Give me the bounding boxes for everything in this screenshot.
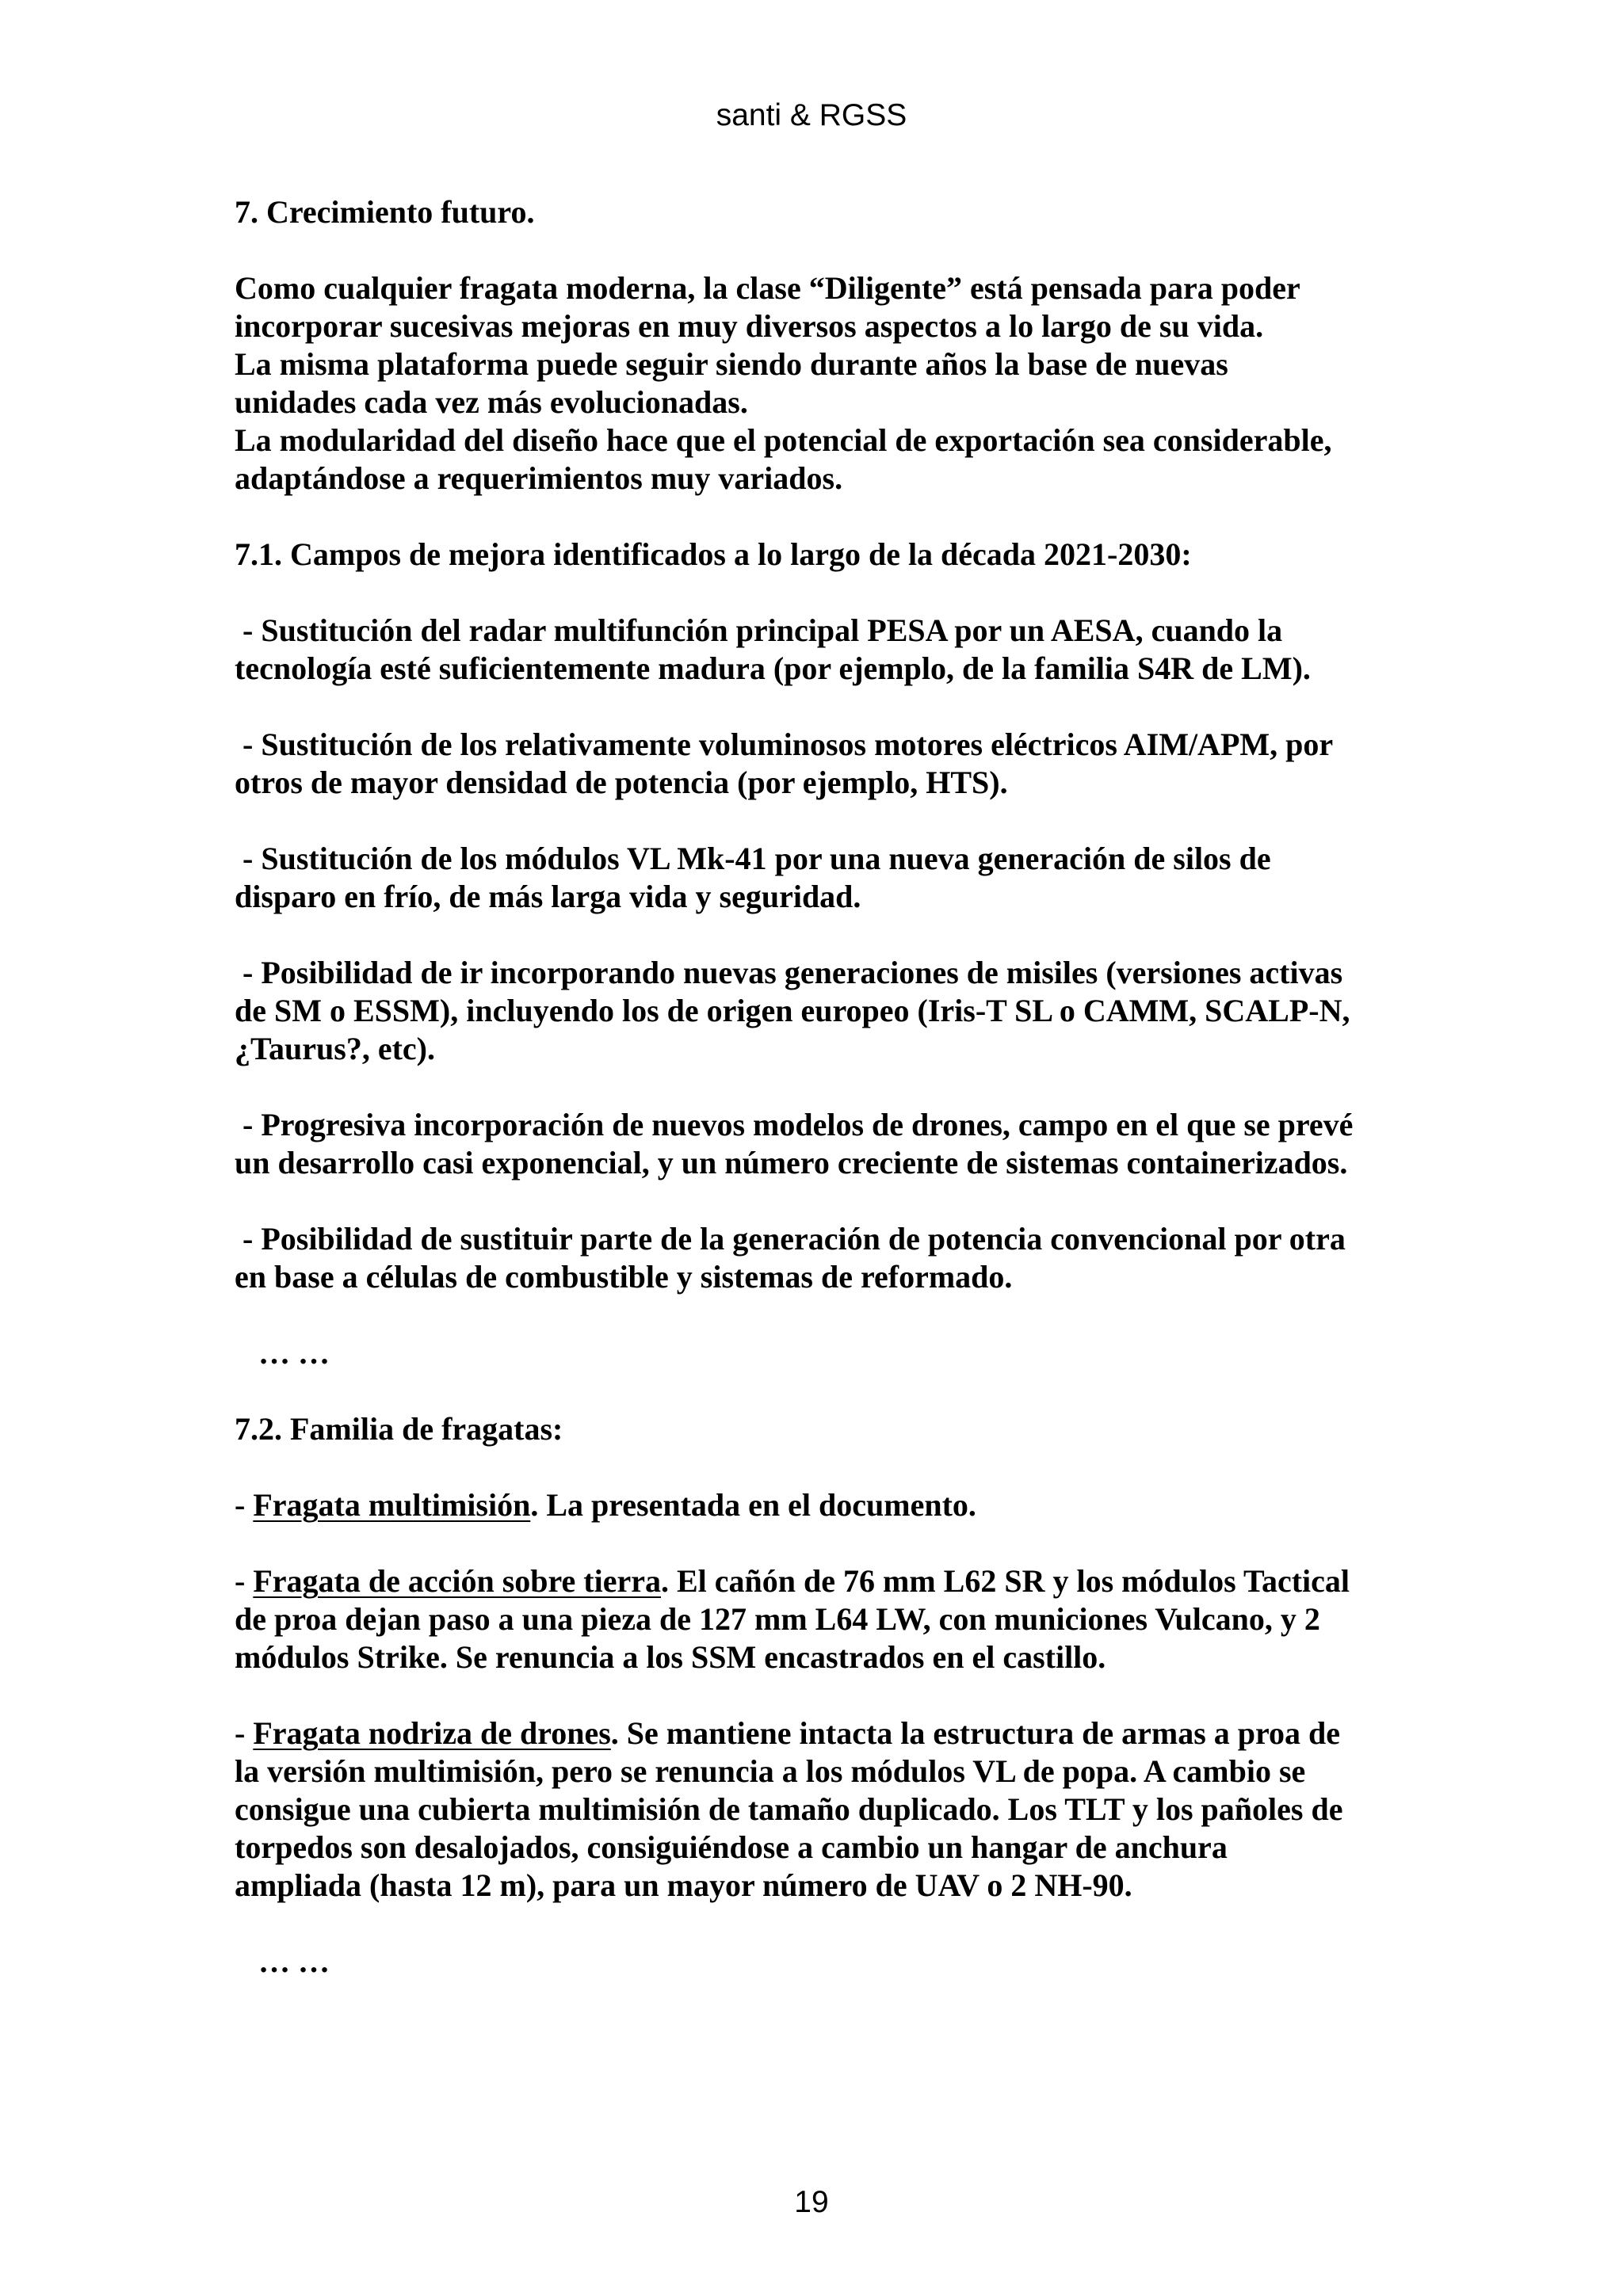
family-item-nodriza-drones <box>235 1714 1423 1905</box>
list-item <box>235 954 1423 1068</box>
text-line: módulos Strike. Se renuncia a los SSM encastrados en el castillo. <box>235 1639 1106 1675</box>
item-term: Fragata multimisión <box>253 1487 531 1523</box>
item-term: Fragata nodriza de drones <box>253 1715 611 1751</box>
text-line: disparo en frío, de más larga vida y seguridad. <box>235 879 861 914</box>
text-line: La modularidad del diseño hace que el potencial de exportación sea considerable, <box>235 422 1332 458</box>
ellipsis: … … <box>258 1335 330 1371</box>
text-line: un desarrollo casi exponencial, y un número creciente de sistemas containerizados. <box>235 1145 1348 1180</box>
intro-paragraph <box>235 269 1423 498</box>
item-prefix: - <box>235 1487 254 1523</box>
text-line: tecnología esté suficientemente madura (por ejemplo, de la familia S4R de LM). <box>235 650 1311 686</box>
text-line: Como cualquier fragata moderna, la clase “Diligente” está pensada para poder <box>235 270 1300 306</box>
text-line: otros de mayor densidad de potencia (por ejemplo, HTS). <box>235 765 1008 800</box>
text-line <box>235 1714 1423 1753</box>
item-prefix: - <box>235 1715 254 1751</box>
text-line: en base a células de combustible y sistemas de reformado. <box>235 1259 1013 1295</box>
text-line: La misma plataforma puede seguir siendo durante años la base de nuevas <box>235 346 1228 382</box>
text-line: consigue una cubierta multimisión de tamaño duplicado. Los TLT y los pañoles de <box>235 1791 1343 1827</box>
text-line <box>235 1562 1423 1600</box>
text-line: - Sustitución del radar multifunción principal PESA por un AESA, cuando la <box>235 612 1283 648</box>
text-line: de proa dejan paso a una pieza de 127 mm L64 LW, con municiones Vulcano, y 2 <box>235 1601 1320 1637</box>
text-line: la versión multimisión, pero se renuncia a los módulos VL de popa. A cambio se <box>235 1753 1306 1789</box>
item-text: . La presentada en el documento. <box>530 1487 976 1523</box>
list-item <box>235 1106 1423 1182</box>
item-text: . Se mantiene intacta la estructura de armas a proa de <box>610 1715 1341 1751</box>
text-line: - Posibilidad de sustituir parte de la generación de potencia convencional por otra <box>235 1221 1346 1257</box>
document-body <box>235 193 1423 1981</box>
text-line: - Progresiva incorporación de nuevos modelos de drones, campo en el que se prevé <box>235 1107 1354 1142</box>
list-item <box>235 612 1423 688</box>
item-term: Fragata de acción sobre tierra <box>253 1563 661 1599</box>
ellipsis: … … <box>258 1943 330 1979</box>
text-line: de SM o ESSM), incluyendo los de origen europeo (Iris-T SL o CAMM, SCALP-N, <box>235 993 1350 1028</box>
family-item-accion-tierra <box>235 1562 1423 1676</box>
list-item <box>235 726 1423 802</box>
item-prefix: - <box>235 1563 254 1599</box>
family-item-multimision <box>235 1486 1423 1524</box>
text-line: adaptándose a requerimientos muy variados. <box>235 460 843 496</box>
page-number: 19 <box>794 2185 829 2219</box>
text-line: incorporar sucesivas mejoras en muy diversos aspectos a lo largo de su vida. <box>235 308 1264 344</box>
subsection-heading: 7.2. Familia de fragatas: <box>235 1411 563 1447</box>
page-header: santi & RGSS <box>716 98 907 132</box>
text-line: ampliada (hasta 12 m), para un mayor número de UAV o 2 NH-90. <box>235 1867 1132 1903</box>
text-line: torpedos son desalojados, consiguiéndose a cambio un hangar de anchura <box>235 1829 1228 1865</box>
text-line: - Sustitución de los relativamente voluminosos motores eléctricos AIM/APM, por <box>235 727 1334 762</box>
text-line: unidades cada vez más evolucionadas. <box>235 384 748 420</box>
text-line: ¿Taurus?, etc). <box>235 1031 435 1066</box>
list-item <box>235 840 1423 916</box>
item-text: . El cañón de 76 mm L62 SR y los módulos Tactical <box>661 1563 1350 1599</box>
list-item <box>235 1220 1423 1296</box>
section-heading: 7. Crecimiento futuro. <box>235 194 535 230</box>
text-line: - Sustitución de los módulos VL Mk-41 por una nueva generación de silos de <box>235 841 1271 876</box>
text-line: - Posibilidad de ir incorporando nuevas generaciones de misiles (versiones activas <box>235 955 1343 990</box>
subsection-heading: 7.1. Campos de mejora identificados a lo largo de la década 2021-2030: <box>235 536 1192 572</box>
